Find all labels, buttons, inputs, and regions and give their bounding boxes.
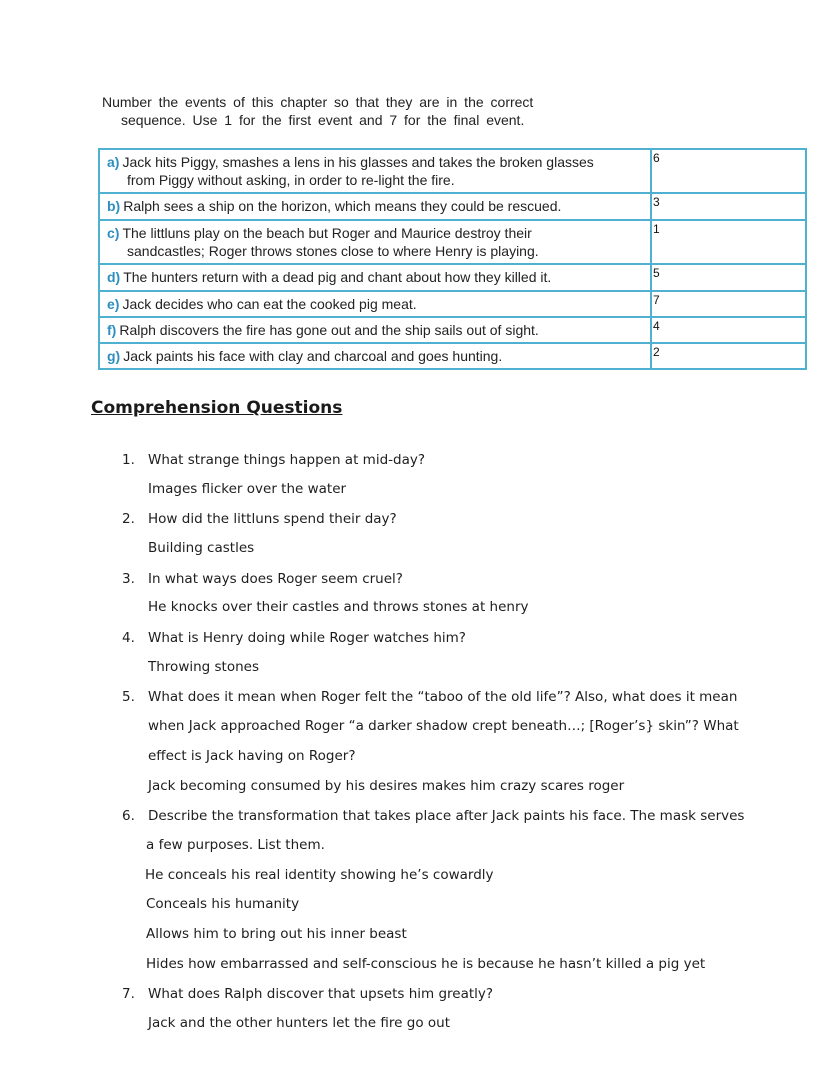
question-text: How did the littluns spend their day? bbox=[148, 511, 397, 528]
event-letter: d) bbox=[107, 269, 121, 285]
answer-text[interactable]: Jack becoming consumed by his desires makes him crazy scares roger bbox=[148, 777, 625, 794]
question-text: What strange things happen at mid-day? bbox=[148, 451, 426, 468]
answer-text[interactable]: He knocks over their castles and throws stones at henry bbox=[148, 599, 529, 616]
event-letter: b) bbox=[107, 198, 121, 214]
table-row bbox=[99, 149, 806, 193]
instructions bbox=[102, 93, 602, 129]
event-letter: a) bbox=[107, 154, 120, 170]
table-row bbox=[99, 264, 806, 291]
event-letter: g) bbox=[107, 348, 121, 364]
event-cell bbox=[99, 343, 651, 369]
event-letter: c) bbox=[107, 225, 120, 241]
question-text: Describe the transformation that takes place after Jack paints his face. The mask serves bbox=[148, 808, 745, 825]
table-row bbox=[99, 291, 806, 317]
question-number: 4. bbox=[122, 629, 135, 646]
answer-text[interactable]: He conceals his real identity showing he’s cowardly bbox=[145, 866, 494, 883]
answer-text[interactable]: Allows him to bring out his inner beast bbox=[146, 926, 407, 942]
answer-text[interactable]: Throwing stones bbox=[148, 658, 260, 675]
table-row bbox=[99, 343, 806, 369]
event-letter: e) bbox=[107, 296, 120, 312]
question-4 bbox=[122, 623, 762, 653]
event-letter: f) bbox=[107, 322, 117, 338]
event-cell bbox=[99, 264, 651, 291]
question-text-continued: effect is Jack having on Roger? bbox=[148, 747, 356, 764]
event-text-continued: from Piggy without asking, in order to re-light the fire. bbox=[127, 172, 455, 188]
event-cell bbox=[99, 291, 651, 317]
table-row bbox=[99, 193, 806, 220]
event-text: Jack hits Piggy, smashes a lens in his glasses and takes the broken glasses bbox=[122, 154, 594, 170]
event-text: Ralph discovers the fire has gone out and the ship sails out of sight. bbox=[119, 322, 539, 338]
question-3 bbox=[122, 564, 762, 594]
answer-cell[interactable]: 5 bbox=[651, 264, 806, 291]
question-7 bbox=[122, 979, 762, 1009]
event-text: Jack decides who can eat the cooked pig meat. bbox=[122, 296, 417, 312]
answer-cell[interactable]: 7 bbox=[651, 291, 806, 317]
table-row bbox=[99, 317, 806, 343]
question-number: 3. bbox=[122, 570, 135, 587]
answer-cell[interactable]: 2 bbox=[651, 343, 806, 369]
event-cell bbox=[99, 193, 651, 220]
event-cell bbox=[99, 317, 651, 343]
event-text: The hunters return with a dead pig and chant about how they killed it. bbox=[123, 269, 552, 285]
answer-cell[interactable]: 3 bbox=[651, 193, 806, 220]
question-number: 2. bbox=[122, 511, 135, 528]
answer-cell[interactable]: 4 bbox=[651, 317, 806, 343]
answer-text[interactable]: Hides how embarrassed and self-conscious he is because he hasn’t killed a pig yet bbox=[146, 955, 706, 972]
question-number: 6. bbox=[122, 808, 135, 825]
answer-text[interactable]: Conceals his humanity bbox=[146, 896, 300, 913]
answer-cell[interactable]: 1 bbox=[651, 220, 806, 264]
question-5 bbox=[122, 683, 762, 713]
event-cell bbox=[99, 220, 651, 264]
question-number: 5. bbox=[122, 689, 135, 706]
event-text: The littluns play on the beach but Roger and Maurice destroy their bbox=[122, 225, 532, 241]
question-number: 1. bbox=[122, 451, 135, 468]
question-text-continued: when Jack approached Roger “a darker shadow crept beneath…; [Roger’s} skin”? What bbox=[148, 718, 739, 735]
answer-text[interactable]: Images flicker over the water bbox=[148, 480, 347, 497]
question-6 bbox=[122, 801, 762, 831]
answer-text[interactable]: Jack and the other hunters let the fire go out bbox=[148, 1015, 450, 1032]
question-text: What does it mean when Roger felt the “taboo of the old life”? Also, what does it mean bbox=[148, 689, 738, 706]
event-sequence-table bbox=[98, 148, 807, 370]
answer-text[interactable]: Building castles bbox=[148, 540, 255, 557]
answer-cell[interactable]: 6 bbox=[651, 149, 806, 193]
event-text: Ralph sees a ship on the horizon, which means they could be rescued. bbox=[123, 198, 562, 214]
section-heading: Comprehension Questions bbox=[91, 398, 343, 418]
question-text-continued: a few purposes. List them. bbox=[146, 836, 325, 853]
event-cell bbox=[99, 149, 651, 193]
question-1 bbox=[122, 445, 762, 475]
question-2 bbox=[122, 504, 762, 534]
question-text: What is Henry doing while Roger watches him? bbox=[148, 629, 466, 646]
question-list bbox=[122, 445, 762, 1039]
question-text: In what ways does Roger seem cruel? bbox=[148, 570, 403, 587]
question-text: What does Ralph discover that upsets him greatly? bbox=[148, 986, 494, 1003]
instructions-line-2: sequence. Use 1 for the first event and 7 for the final event. bbox=[121, 112, 525, 128]
instructions-line-1: Number the events of this chapter so that they are in the correct bbox=[102, 94, 534, 110]
event-text: Jack paints his face with clay and charcoal and goes hunting. bbox=[123, 348, 503, 364]
question-number: 7. bbox=[122, 986, 135, 1003]
event-text-continued: sandcastles; Roger throws stones close to where Henry is playing. bbox=[127, 243, 539, 259]
table-row bbox=[99, 220, 806, 264]
